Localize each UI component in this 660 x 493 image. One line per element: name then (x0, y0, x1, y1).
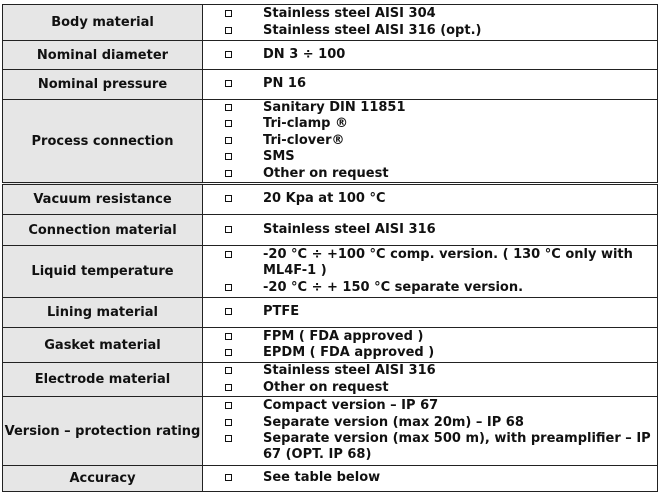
item-text: -20 °C ÷ +100 °C comp. version. ( 130 °C only with ML4F-1 ) (263, 246, 633, 279)
checkbox-icon (225, 137, 232, 144)
list-item (263, 23, 657, 39)
row-label: Liquid temperature (3, 246, 203, 298)
list-item (263, 363, 657, 379)
item-text: Tri-clamp ® (263, 116, 349, 132)
table-row (3, 363, 658, 397)
table-row (3, 184, 658, 215)
item-text: Stainless steel AISI 316 (263, 363, 436, 379)
checkbox-icon (225, 51, 232, 58)
list-item (263, 280, 657, 296)
list-item (263, 431, 657, 464)
list-item (263, 398, 657, 414)
row-values (203, 246, 658, 298)
checkbox-icon (225, 474, 232, 481)
list-item (263, 133, 657, 149)
checkbox-icon (225, 226, 232, 233)
row-label: Gasket material (3, 328, 203, 363)
row-label: Electrode material (3, 363, 203, 397)
item-text: SMS (263, 149, 295, 165)
checkbox-icon (225, 435, 232, 442)
item-text: Sanitary DIN 11851 (263, 100, 406, 115)
row-values (203, 70, 658, 100)
checkbox-icon (225, 251, 232, 258)
item-text: Separate version (max 500 m), with preamplifier – IP 67 (OPT. IP 68) (263, 431, 651, 463)
table-row (3, 397, 658, 466)
item-text: FPM ( FDA approved ) (263, 328, 424, 344)
checkbox-icon (225, 308, 232, 315)
checkbox-icon (225, 153, 232, 160)
table-row (3, 5, 658, 41)
row-label: Process connection (3, 100, 203, 184)
checkbox-icon (225, 367, 232, 374)
checkbox-icon (225, 80, 232, 87)
checkbox-icon (225, 349, 232, 356)
item-text: Other on request (263, 165, 389, 181)
item-text: Tri-clover® (263, 132, 345, 148)
checkbox-icon (225, 402, 232, 409)
row-label: Nominal pressure (3, 70, 203, 100)
list-item (263, 415, 657, 431)
list-item (263, 100, 657, 116)
item-text: Stainless steel AISI 316 (263, 221, 436, 237)
row-values (203, 5, 658, 41)
item-text: Compact version – IP 67 (263, 398, 439, 414)
checkbox-icon (225, 27, 232, 34)
item-text: See table below (263, 470, 381, 486)
row-values (203, 466, 658, 492)
list-item (263, 76, 657, 92)
row-label: Accuracy (3, 466, 203, 492)
row-values (203, 184, 658, 215)
checkbox-icon (225, 384, 232, 391)
list-item (263, 149, 657, 165)
list-item (263, 47, 657, 63)
list-item (263, 191, 657, 207)
row-values (203, 298, 658, 328)
list-item (263, 470, 657, 486)
list-item (263, 166, 657, 182)
list-item (263, 380, 657, 396)
row-label: Lining material (3, 298, 203, 328)
item-text: PTFE (263, 304, 300, 320)
row-label: Vacuum resistance (3, 184, 203, 215)
row-values (203, 41, 658, 70)
item-text: Stainless steel AISI 304 (263, 6, 436, 22)
row-values (203, 397, 658, 466)
item-text: Separate version (max 20m) – IP 68 (263, 414, 524, 430)
item-text: 20 Kpa at 100 °C (263, 191, 386, 207)
table-row (3, 328, 658, 363)
list-item (263, 222, 657, 238)
table-row (3, 100, 658, 184)
row-label: Connection material (3, 215, 203, 246)
item-text: Stainless steel AISI 316 (opt.) (263, 22, 482, 38)
table-row (3, 466, 658, 492)
checkbox-icon (225, 120, 232, 127)
list-item (263, 304, 657, 320)
row-values (203, 363, 658, 397)
checkbox-icon (225, 10, 232, 17)
list-item (263, 116, 657, 132)
table-row (3, 215, 658, 246)
item-text: -20 °C ÷ + 150 °C separate version. (263, 279, 524, 295)
row-label: Version – protection rating (3, 397, 203, 466)
list-item (263, 345, 657, 361)
row-label: Body material (3, 5, 203, 41)
list-item (263, 6, 657, 22)
row-values (203, 328, 658, 363)
checkbox-icon (225, 284, 232, 291)
list-item (263, 329, 657, 345)
table-row (3, 70, 658, 100)
row-values (203, 215, 658, 246)
checkbox-icon (225, 195, 232, 202)
list-item (263, 247, 657, 280)
item-text: Other on request (263, 379, 389, 395)
table-row (3, 298, 658, 328)
item-text: EPDM ( FDA approved ) (263, 345, 435, 361)
row-values (203, 100, 658, 184)
table-row (3, 41, 658, 70)
checkbox-icon (225, 419, 232, 426)
item-text: PN 16 (263, 76, 307, 92)
item-text: DN 3 ÷ 100 (263, 46, 346, 62)
checkbox-icon (225, 333, 232, 340)
checkbox-icon (225, 104, 232, 111)
row-label: Nominal diameter (3, 41, 203, 70)
specification-table (2, 4, 658, 492)
table-row (3, 246, 658, 298)
checkbox-icon (225, 170, 232, 177)
